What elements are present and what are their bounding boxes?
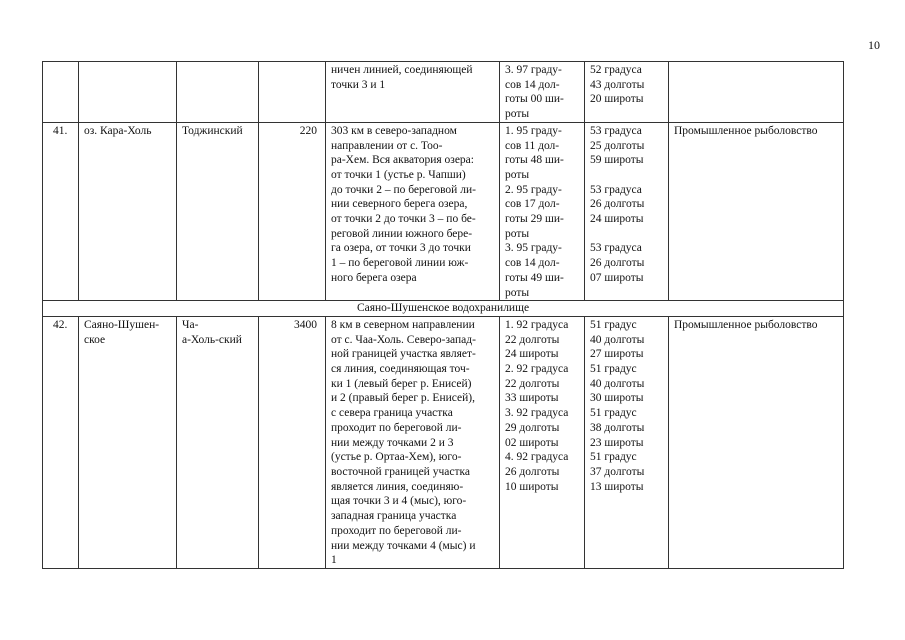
text-line: 25 долготы	[590, 139, 645, 152]
boundary-description	[326, 62, 500, 123]
text-line: сов 14 дол-	[505, 257, 560, 270]
text-line: и 2 (правый берег р. Енисей),	[331, 392, 475, 405]
text-line: готы 48 ши-	[505, 154, 564, 167]
purpose	[669, 62, 844, 123]
section-row	[43, 301, 844, 317]
text-line: сов 14 дол-	[505, 78, 560, 91]
text-line: 07 широты	[590, 271, 644, 284]
text-line: 51 градус	[590, 318, 637, 331]
area	[259, 62, 326, 123]
text-line: 24 широты	[590, 213, 644, 226]
text-line: 2. 92 градуса	[505, 363, 569, 376]
text-line: 24 широты	[505, 348, 559, 361]
row-number: 42.	[43, 316, 79, 568]
text-line: 38 долготы	[590, 421, 645, 434]
text-line: 4. 92 градуса	[505, 451, 569, 464]
text-line: является линия, соединяю-	[331, 480, 464, 493]
fishing-areas-table	[42, 61, 844, 569]
district: Тоджинский	[177, 122, 259, 300]
text-line: 1. 95 граду-	[505, 124, 562, 137]
row-number: 41.	[43, 122, 79, 300]
text-line: 51 градус	[590, 407, 637, 420]
text-line: роты	[505, 168, 530, 181]
table-row	[43, 122, 844, 300]
text-line: 3. 92 градуса	[505, 407, 569, 420]
text-line: 37 долготы	[590, 465, 645, 478]
text-line: 43 долготы	[590, 78, 645, 91]
text-line: от с. Чаа-Холь. Северо-запад-	[331, 333, 476, 346]
text-line: 51 градус	[590, 363, 637, 376]
text-line: 51 градус	[590, 451, 637, 464]
text-line: от точки 1 (устье р. Чапши)	[331, 168, 466, 181]
area: 220	[259, 122, 326, 300]
latitude-coordinates	[585, 122, 669, 300]
text-line: 20 широты	[590, 93, 644, 106]
text-line: ного берега озера	[331, 271, 417, 284]
text-line: 33 широты	[505, 392, 559, 405]
text-line: ское	[84, 333, 106, 346]
district	[177, 316, 259, 568]
text-line: Ча-	[182, 318, 199, 331]
boundary-description	[326, 316, 500, 568]
area: 3400	[259, 316, 326, 568]
table-row	[43, 316, 844, 568]
text-line: 1. 92 градуса	[505, 318, 569, 331]
purpose: Промышленное рыболовство	[669, 316, 844, 568]
text-line: готы 29 ши-	[505, 213, 564, 226]
text-line: 10 широты	[505, 480, 559, 493]
water-body-name	[79, 316, 177, 568]
text-line: 1 – по береговой линии юж-	[331, 257, 469, 270]
text-line: нии между точками 2 и 3	[331, 436, 454, 449]
text-line: 13 широты	[590, 480, 644, 493]
latitude-coordinates	[585, 316, 669, 568]
text-line: ки 1 (левый берег р. Енисей)	[331, 377, 472, 390]
text-line: 53 градуса	[590, 124, 642, 137]
text-line: 40 долготы	[590, 377, 645, 390]
text-line: Саяно-Шушен-	[84, 318, 160, 331]
text-line: сов 11 дол-	[505, 139, 560, 152]
text-line: восточной границей участка	[331, 465, 470, 478]
text-line: 22 долготы	[505, 377, 560, 390]
text-line: западная граница участка	[331, 510, 457, 523]
table-row	[43, 62, 844, 123]
text-line: 22 долготы	[505, 333, 560, 346]
text-line: 27 широты	[590, 348, 644, 361]
text-line: ничен линией, соединяющей	[331, 64, 473, 76]
text-line: от точки 2 до точки 3 – по бе-	[331, 213, 476, 226]
text-line: (устье р. Ортаа-Хем), юго-	[331, 451, 462, 464]
text-line: 53 градуса	[590, 183, 642, 196]
text-line: 02 широты	[505, 436, 559, 449]
text-line: с севера граница участка	[331, 407, 453, 420]
text-line: 26 долготы	[590, 257, 645, 270]
water-body-name: оз. Кара-Холь	[79, 122, 177, 300]
text-line: проходит по береговой ли-	[331, 524, 462, 537]
text-line: 3. 95 граду-	[505, 242, 562, 255]
text-line: 30 широты	[590, 392, 644, 405]
text-line: точки 3 и 1	[331, 78, 386, 91]
blank-line	[590, 227, 663, 242]
text-line: ся линия, соединяющая точ-	[331, 363, 470, 376]
text-line: реговой линии южного бере-	[331, 227, 473, 240]
water-body-name	[79, 62, 177, 123]
boundary-description	[326, 122, 500, 300]
text-line: а-Холь-ский	[182, 333, 242, 346]
text-line: 53 градуса	[590, 242, 642, 255]
text-line: 1	[331, 554, 337, 567]
text-line: ра-Хем. Вся акватория озера:	[331, 154, 474, 167]
text-line: 40 долготы	[590, 333, 645, 346]
text-line: щая точки 3 и 4 (мыс), юго-	[331, 495, 467, 508]
text-line: 3. 97 граду-	[505, 64, 562, 76]
text-line: нии северного берега озера,	[331, 198, 468, 211]
longitude-coordinates	[500, 122, 585, 300]
text-line: 2. 95 граду-	[505, 183, 562, 196]
text-line: роты	[505, 108, 530, 121]
text-line: 23 широты	[590, 436, 644, 449]
text-line: готы 00 ши-	[505, 93, 564, 106]
text-line: 8 км в северном направлении	[331, 318, 475, 331]
text-line: сов 17 дол-	[505, 198, 560, 211]
text-line: 26 долготы	[505, 465, 560, 478]
text-line: га озера, от точки 3 до точки	[331, 242, 471, 255]
longitude-coordinates	[500, 62, 585, 123]
latitude-coordinates	[585, 62, 669, 123]
text-line: 59 широты	[590, 154, 644, 167]
text-line: роты	[505, 286, 530, 299]
purpose: Промышленное рыболовство	[669, 122, 844, 300]
text-line: готы 49 ши-	[505, 271, 564, 284]
page-number: 10	[868, 38, 880, 52]
text-line: нии между точками 4 (мыс) и	[331, 539, 476, 552]
text-line: 26 долготы	[590, 198, 645, 211]
text-line: роты	[505, 227, 530, 240]
text-line: до точки 2 – по береговой ли-	[331, 183, 476, 196]
text-line: 303 км в северо-западном	[331, 124, 457, 137]
blank-line	[590, 168, 663, 183]
row-number	[43, 62, 79, 123]
longitude-coordinates	[500, 316, 585, 568]
text-line: проходит по береговой ли-	[331, 421, 462, 434]
text-line: 29 долготы	[505, 421, 560, 434]
district	[177, 62, 259, 123]
text-line: направлении от с. Тоо-	[331, 139, 443, 152]
section-heading: Саяно-Шушенское водохранилище	[43, 301, 844, 317]
text-line: ной границей участка являет-	[331, 348, 476, 361]
text-line: 52 градуса	[590, 64, 642, 76]
